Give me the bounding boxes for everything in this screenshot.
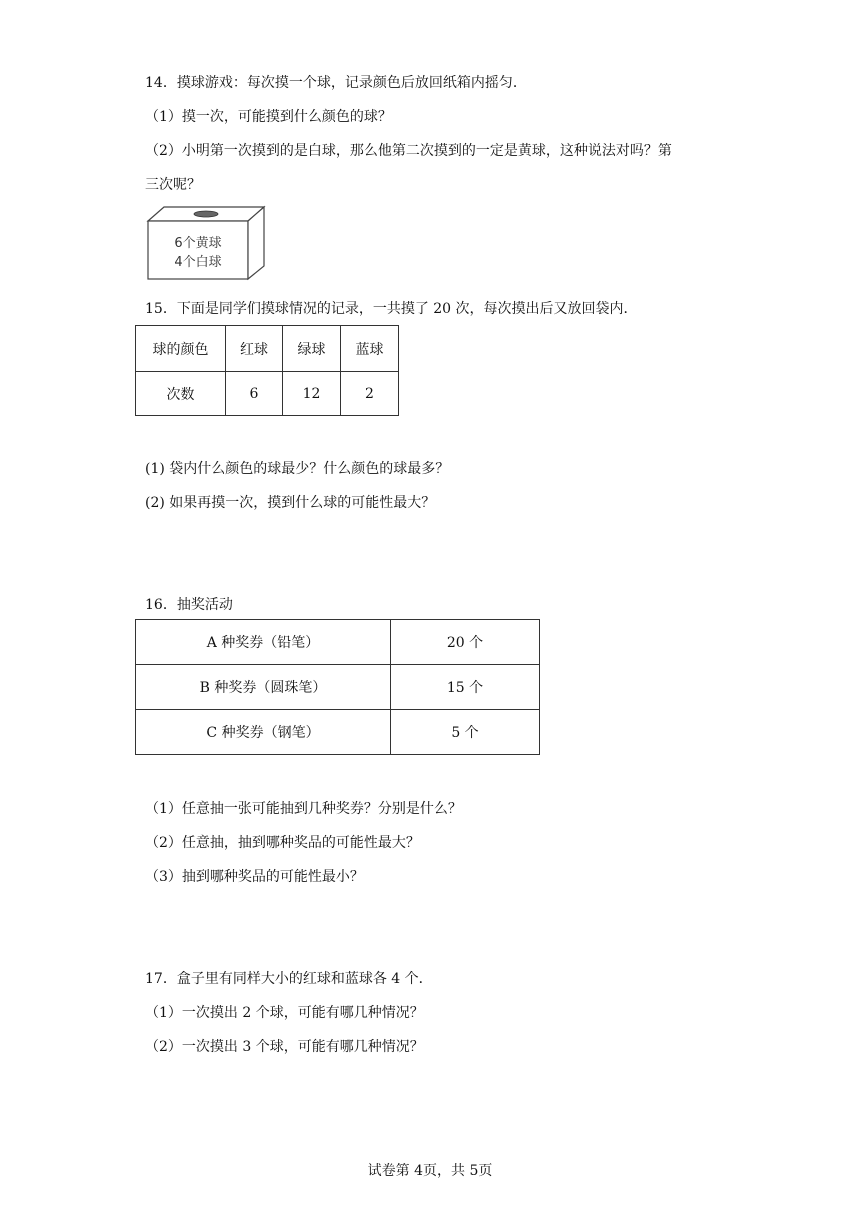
table-cell: 20 个 bbox=[391, 620, 540, 665]
table-cell: 蓝球 bbox=[341, 326, 399, 372]
table-cell: 12 bbox=[283, 372, 341, 416]
q14-sub1: （1）摸一次，可能摸到什么颜色的球？ bbox=[145, 109, 392, 125]
q14-sub2: （2）小明第一次摸到的是白球，那么他第二次摸到的一定是黄球，这种说法对吗？第 bbox=[145, 143, 672, 159]
q16-title: 16．抽奖活动 bbox=[145, 597, 233, 613]
q15-sub2: (2) 如果再摸一次，摸到什么球的可能性最大？ bbox=[145, 495, 436, 511]
table-row bbox=[136, 710, 540, 755]
box-label-white: 4个白球 bbox=[174, 255, 222, 270]
q17-title: 17．盒子里有同样大小的红球和蓝球各 4 个． bbox=[145, 971, 433, 987]
q15-record-table bbox=[135, 325, 399, 416]
table-row bbox=[136, 620, 540, 665]
table-row bbox=[136, 372, 399, 416]
table-cell: 绿球 bbox=[283, 326, 341, 372]
box-label-yellow: 6个黄球 bbox=[174, 236, 222, 251]
table-cell: 红球 bbox=[226, 326, 283, 372]
q16-prize-table bbox=[135, 619, 540, 755]
table-cell: 球的颜色 bbox=[136, 326, 226, 372]
q16-sub1: （1）任意抽一张可能抽到几种奖券？分别是什么？ bbox=[145, 801, 462, 817]
q16-sub2: （2）任意抽，抽到哪种奖品的可能性最大？ bbox=[145, 835, 420, 851]
table-cell: 15 个 bbox=[391, 665, 540, 710]
table-cell: B 种奖券（圆珠笔） bbox=[136, 665, 391, 710]
q17-sub2: （2）一次摸出 3 个球，可能有哪几种情况？ bbox=[145, 1039, 424, 1055]
q17-sub1: （1）一次摸出 2 个球，可能有哪几种情况？ bbox=[145, 1005, 424, 1021]
page-footer: 试卷第 4页，共 5页 bbox=[367, 1163, 493, 1179]
table-cell: A 种奖券（铅笔） bbox=[136, 620, 391, 665]
table-row bbox=[136, 326, 399, 372]
ball-box-figure bbox=[146, 204, 268, 284]
table-cell: C 种奖券（钢笔） bbox=[136, 710, 391, 755]
table-cell: 5 个 bbox=[391, 710, 540, 755]
q16-sub3: （3）抽到哪种奖品的可能性最小？ bbox=[145, 869, 364, 885]
table-row bbox=[136, 665, 540, 710]
table-cell: 次数 bbox=[136, 372, 226, 416]
q15-title: 15．下面是同学们摸球情况的记录，一共摸了 20 次，每次摸出后又放回袋内． bbox=[145, 301, 638, 317]
table-cell: 6 bbox=[226, 372, 283, 416]
table-cell: 2 bbox=[341, 372, 399, 416]
q15-sub1: (1) 袋内什么颜色的球最少？什么颜色的球最多？ bbox=[145, 461, 450, 477]
q14-sub2-cont: 三次呢？ bbox=[145, 177, 201, 193]
q14-title: 14．摸球游戏：每次摸一个球，记录颜色后放回纸箱内摇匀． bbox=[145, 75, 527, 91]
